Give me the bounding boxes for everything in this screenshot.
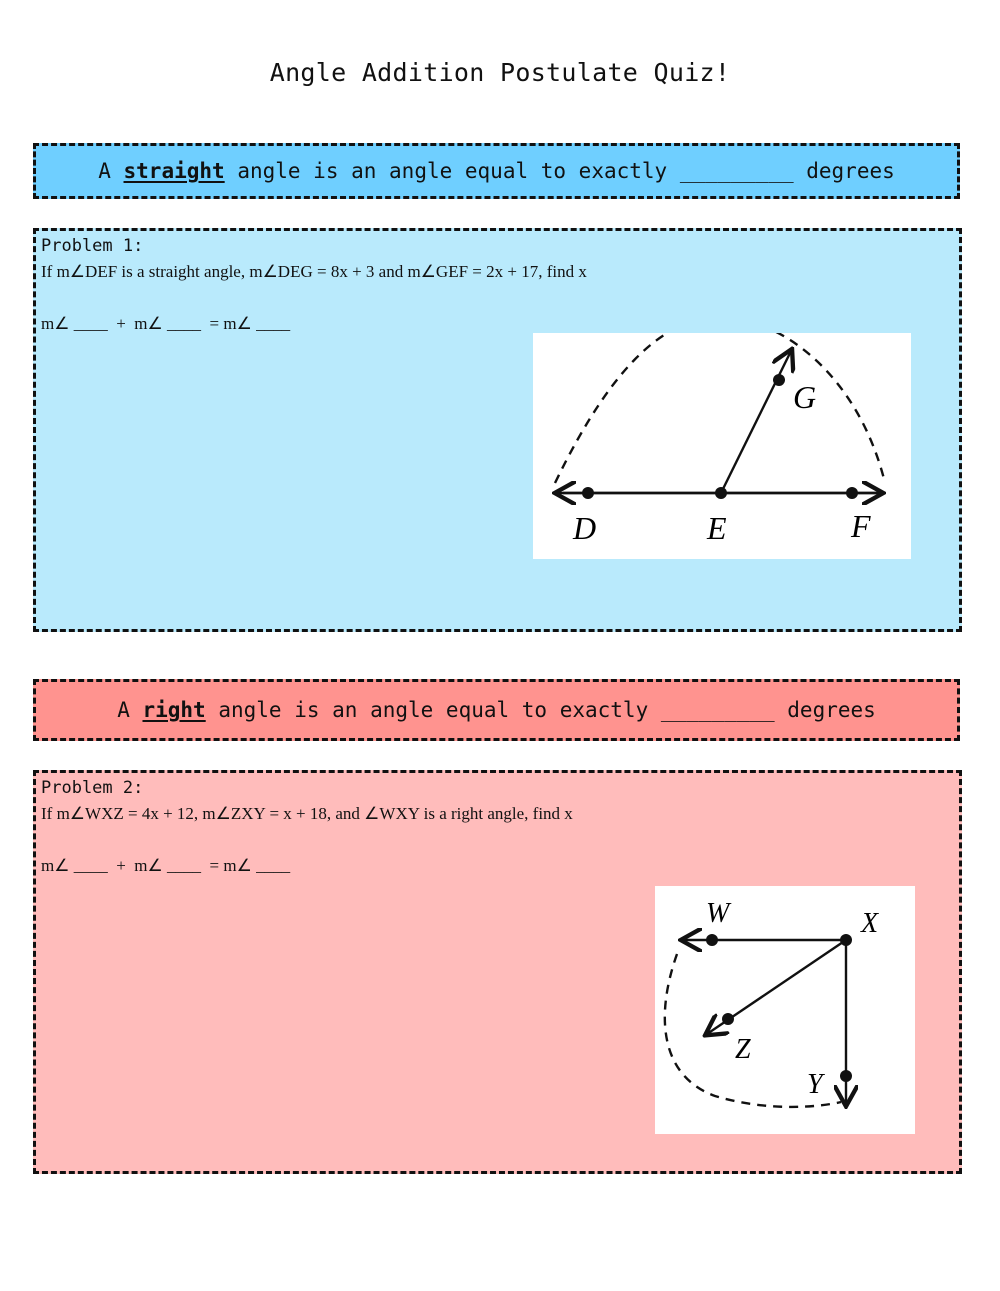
banner-keyword-straight: straight [123,159,225,183]
problem-2-equation: m∠ ____ + m∠ ____ = m∠ ____ [41,856,291,875]
right-angle-diagram [655,886,915,1134]
point-d [582,487,594,499]
problem-1-panel [33,228,962,632]
banner-suffix: angle is an angle equal to exactly _________ degrees [224,159,895,183]
straight-angle-figure [533,333,911,559]
label-e: E [707,510,727,546]
problem-2-text: If m∠WXZ = 4x + 12, m∠ZXY = x + 18, and ∠WXY is a right angle, find x [41,804,573,823]
point-x [840,934,852,946]
label-f: F [851,508,871,544]
problem-1-label: Problem 1: [41,236,144,256]
label-d: D [573,510,597,546]
label-g: G [793,379,817,415]
problem-2-label: Problem 2: [41,778,144,798]
point-w [706,934,718,946]
problem-1-text: If m∠DEF is a straight angle, m∠DEG = 8x + 3 and m∠GEF = 2x + 17, find x [41,262,587,281]
dashed-arc [555,333,885,483]
point-g [773,374,785,386]
right-angle-banner [33,679,960,741]
label-x: X [861,908,879,939]
label-w: W [706,898,730,929]
ray-eg [721,351,791,493]
banner-prefix: A [117,698,143,722]
point-e [715,487,727,499]
straight-angle-diagram [533,333,911,559]
label-y: Y [807,1069,823,1100]
banner-suffix: angle is an angle equal to exactly _________ degrees [205,698,876,722]
banner-keyword-right: right [142,698,206,722]
problem-2-panel [33,770,962,1174]
right-angle-figure [655,886,915,1134]
point-z [722,1013,734,1025]
problem-1-equation: m∠ ____ + m∠ ____ = m∠ ____ [41,314,291,333]
label-z: Z [735,1034,751,1065]
page-title: Angle Addition Postulate Quiz! [269,58,731,87]
banner-prefix: A [98,159,124,183]
straight-angle-banner [33,143,960,199]
point-y [840,1070,852,1082]
point-f [846,487,858,499]
